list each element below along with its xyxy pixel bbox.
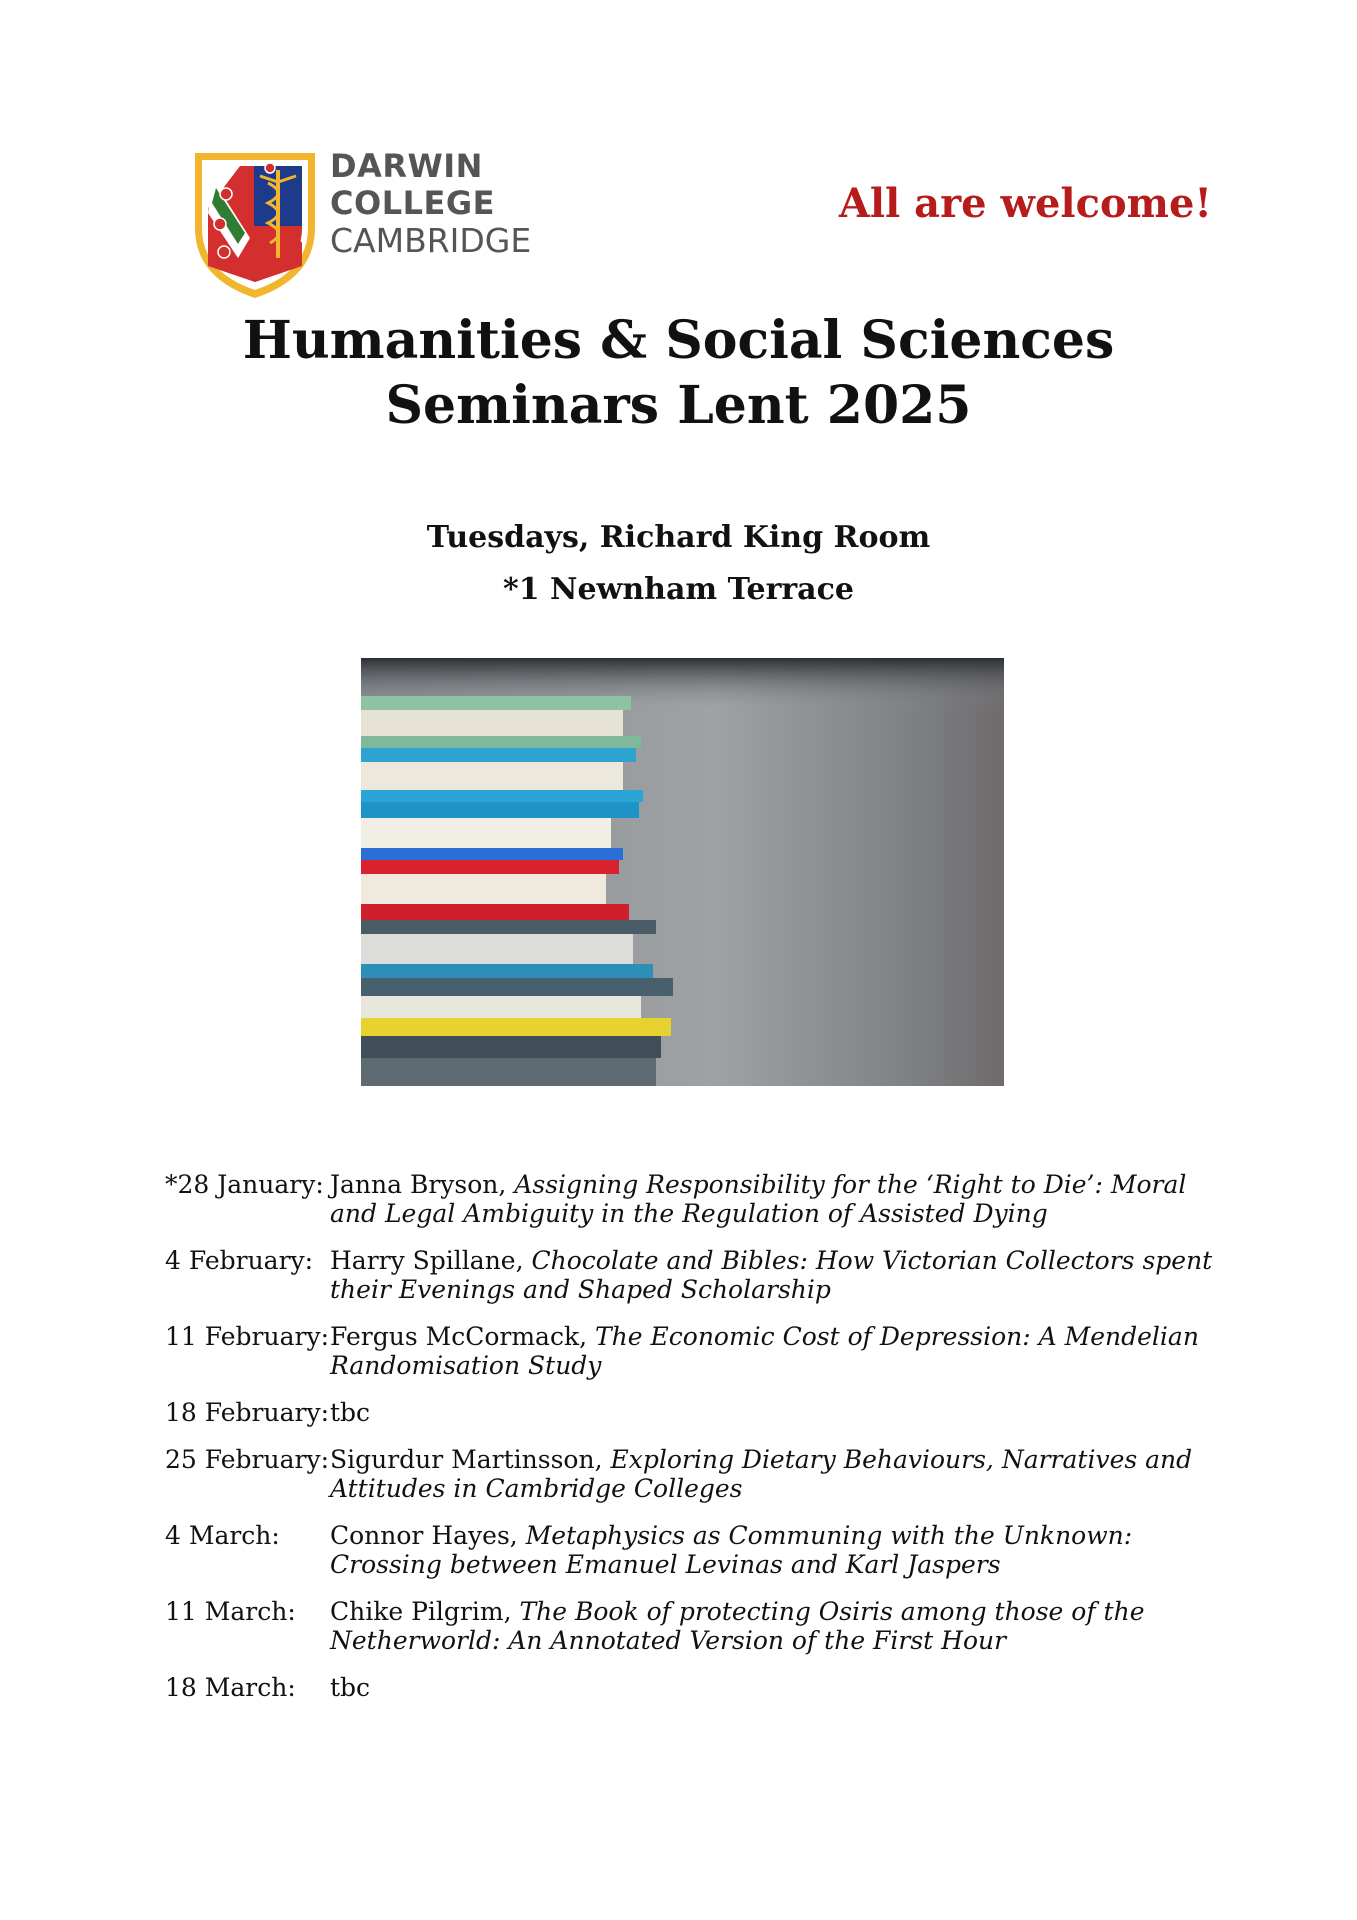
college-name-line2: CAMBRIDGE: [330, 220, 532, 260]
welcome-text: All are welcome!: [838, 180, 1212, 227]
schedule-entry: [330, 1246, 1225, 1304]
schedule-date: 11 February:: [165, 1322, 329, 1351]
schedule-row: [165, 1673, 1225, 1702]
schedule-entry: [330, 1445, 1225, 1503]
page-title-line1: Humanities & Social Sciences: [242, 310, 1115, 371]
schedule-date: 18 February:: [165, 1398, 329, 1427]
schedule-date: *28 January:: [165, 1170, 324, 1199]
schedule-entry: [330, 1521, 1225, 1579]
college-crest-icon: [190, 148, 320, 303]
talk-title: Assigning Responsibility for the ‘Right to Die’: Moral and Legal Ambiguity in the Regulation of Assisted Dying: [330, 1170, 1187, 1228]
venue-line1: Tuesdays, Richard King Room: [426, 520, 931, 555]
schedule-entry: [330, 1322, 1225, 1380]
talk-title: Exploring Dietary Behaviours, Narratives and Attitudes in Cambridge Colleges: [330, 1445, 1193, 1503]
books-photo: [361, 658, 1004, 1086]
speaker-name: tbc: [330, 1398, 371, 1427]
schedule-date: 25 February:: [165, 1445, 329, 1474]
schedule-date: 4 February:: [165, 1246, 314, 1275]
talk-title: Metaphysics as Communing with the Unknown: Crossing between Emanuel Levinas and Karl Jaspers: [330, 1521, 1133, 1579]
schedule-row: [165, 1246, 1225, 1304]
speaker-name: Sigurdur Martinsson,: [330, 1445, 603, 1474]
schedule-row: [165, 1597, 1225, 1655]
schedule-row: [165, 1398, 1225, 1427]
speaker-name: Connor Hayes,: [330, 1521, 518, 1550]
talk-title: Chocolate and Bibles: How Victorian Collectors spent their Evenings and Shaped Scholarship: [330, 1246, 1213, 1304]
college-name-line1: DARWIN COLLEGE: [330, 147, 495, 222]
college-name: [330, 148, 650, 260]
college-logo: [190, 148, 650, 308]
schedule-row: [165, 1445, 1225, 1503]
talk-title: The Book of protecting Osiris among those of the Netherworld: An Annotated Version of the First Hour: [330, 1597, 1145, 1655]
schedule-date: 4 March:: [165, 1521, 280, 1550]
speaker-name: Fergus McCormack,: [330, 1322, 588, 1351]
speaker-name: Janna Bryson,: [330, 1170, 507, 1199]
schedule-date: 11 March:: [165, 1597, 296, 1626]
schedule-row: [165, 1322, 1225, 1380]
page-title-line2: Seminars Lent 2025: [385, 375, 972, 436]
schedule-entry: [330, 1597, 1225, 1655]
schedule-row: [165, 1170, 1225, 1228]
schedule-date: 18 March:: [165, 1673, 296, 1702]
schedule-entry: [330, 1170, 1225, 1228]
schedule-row: [165, 1521, 1225, 1579]
speaker-name: Harry Spillane,: [330, 1246, 524, 1275]
venue-info: [0, 512, 1357, 615]
page-title: [0, 308, 1357, 438]
book-stack-image: [361, 658, 1004, 1086]
speaker-name: Chike Pilgrim,: [330, 1597, 512, 1626]
seminar-schedule: [165, 1170, 1225, 1720]
talk-title: The Economic Cost of Depression: A Mendelian Randomisation Study: [330, 1322, 1199, 1380]
venue-line2: *1 Newnham Terrace: [503, 571, 854, 607]
schedule-entry: [330, 1673, 1225, 1702]
speaker-name: tbc: [330, 1673, 371, 1702]
schedule-entry: [330, 1398, 1225, 1427]
